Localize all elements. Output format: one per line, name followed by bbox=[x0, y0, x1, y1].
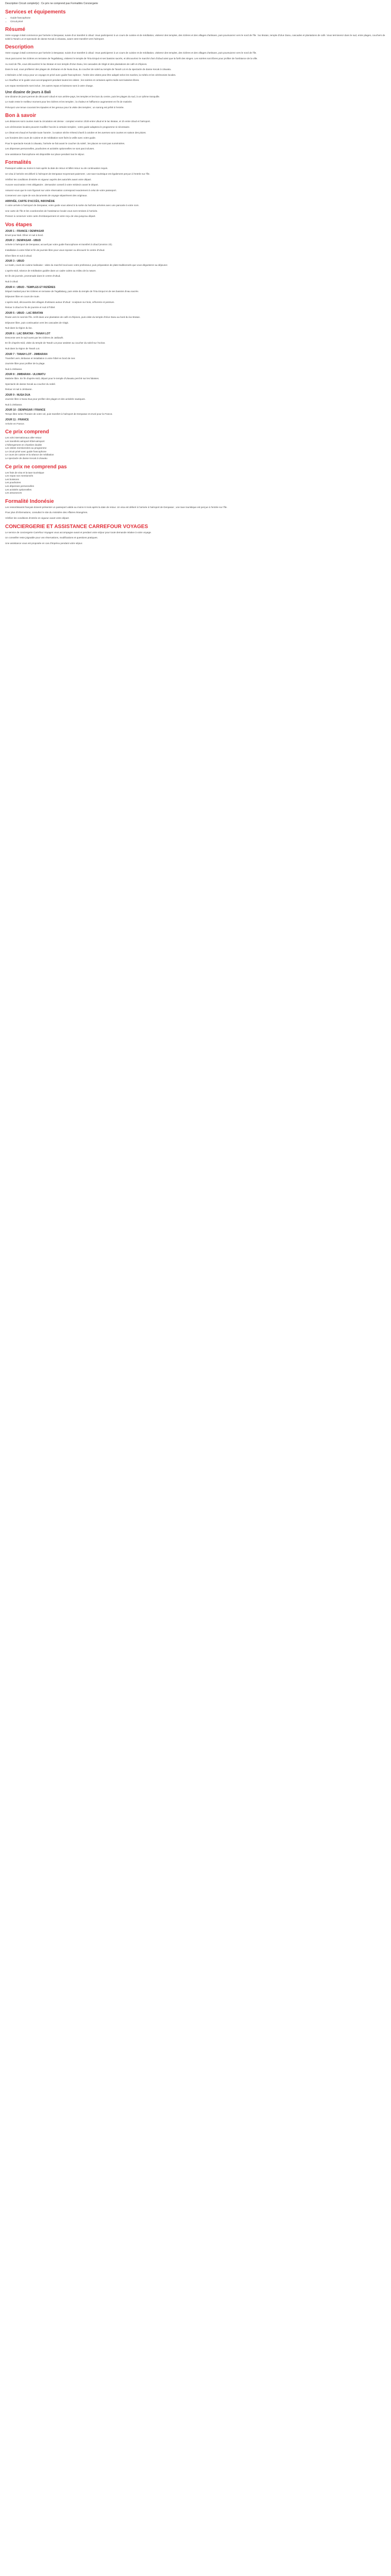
arrival-title: ARRIVÉE, CARTE D'ACCÈS, INDONÉSIE bbox=[5, 200, 55, 204]
bon-a-savoir-paragraph: Une assistance francophone est disponible sur place pendant tout le séjour. bbox=[5, 152, 85, 156]
resume-title: Résumé bbox=[5, 27, 25, 33]
list-item: Les dépenses personnelles bbox=[5, 484, 34, 487]
price-excludes-list bbox=[5, 471, 386, 495]
arrival-paragraph: À votre arrivée à l'aéroport de Denpasar, votre guide vous attend à la sortie du hall des arrivées avec une pancarte à votre nom. bbox=[5, 204, 139, 207]
formalites-paragraph: Un visa à l'arrivée est délivré à l'aéroport de Denpasar moyennant paiement ; une taxe touristique est également perçue à l'entrée sur l'île. bbox=[5, 173, 150, 176]
day-paragraph: Journée libre à Nusa Dua pour profiter des plages et des activités nautiques. bbox=[5, 398, 86, 401]
price-includes-list bbox=[5, 436, 386, 460]
day-paragraph: Route vers le nord de l'île. Arrêt dans une plantation de café et d'épices, puis visite du temple d'Ulun Danu au bord du lac Bratan. bbox=[5, 315, 141, 318]
day-paragraph: Nuit à Jimbaran. bbox=[5, 403, 23, 406]
day-paragraph: En fin de journée, promenade dans le centre d'Ubud. bbox=[5, 275, 61, 278]
day-paragraph: Matinée libre. En fin d'après-midi, départ pour le temple d'Uluwatu perché sur les falaises. bbox=[5, 377, 100, 380]
bon-a-savoir-paragraph: Les cérémonies locales peuvent modifier l'accès à certains temples ; votre guide adaptera le programme si nécessaire. bbox=[5, 125, 130, 128]
day-title: JOUR 8 : JIMBARAN - ULUWATU bbox=[5, 373, 45, 377]
description-title: Description bbox=[5, 44, 34, 50]
day-paragraph: Déjeuner libre, puis continuation vers les cascades de Gitgit. bbox=[5, 321, 69, 324]
day-paragraph: Nuit dans la région de Tanah Lot. bbox=[5, 347, 40, 350]
passport-paragraph: Conservez une copie de vos documents de voyage séparément des originaux. bbox=[5, 194, 88, 197]
day-paragraph: Journée libre pour profiter de la plage. bbox=[5, 362, 45, 365]
bali-days-paragraph: Une dizaine de jours permet de découvrir Ubud et son arrière-pays, les temples et les lacs du centre, puis les plages du sud, à un rythme tranquille. bbox=[5, 95, 160, 98]
day-paragraph: Nuit à Jimbaran. bbox=[5, 367, 23, 370]
list-item: Le circuit privé avec guide francophone bbox=[5, 450, 46, 453]
day-title: JOUR 5 : UBUD - LAC BRATAN bbox=[5, 311, 43, 315]
day-paragraph: Retour à Ubud en fin de journée et nuit à l'hôtel. bbox=[5, 306, 56, 309]
bon-a-savoir-title: Bon à savoir bbox=[5, 113, 37, 119]
day-title: JOUR 4 : UBUD - TEMPLES ET RIZIÈRES bbox=[5, 285, 56, 289]
conciergerie-title: CONCIERGERIE ET ASSISTANCE CARREFOUR VOYAGES bbox=[5, 523, 148, 530]
day-paragraph: Installation à votre hôtel et fin de journée libre pour vous reposer ou découvrir le centre d'Ubud. bbox=[5, 249, 105, 251]
day-paragraph: L'après-midi, découverte des villages d'artisans autour d'Ubud : sculpture sur bois, orfèvrerie et peinture. bbox=[5, 300, 115, 303]
intro-text: Description Circuit complet(e) : Ce prix ne comprend pas Formalités Conciergerie bbox=[5, 2, 99, 5]
formalites-title: Formalités bbox=[5, 160, 31, 166]
arrival-paragraph: Une carte de l'île et les coordonnées de l'assistance locale vous sont remises à l'arrivée. bbox=[5, 209, 98, 212]
formalite-paragraph: Les ressortissants français doivent présenter un passeport valide au moins 6 mois après la date de retour. Un visa est délivré à l'arrivée à l'aéroport de Denpasar ; une taxe touristique est perçue à l'entrée sur l'île. bbox=[5, 505, 227, 509]
formalites-paragraph: Aucune vaccination n'est obligatoire ; demandez conseil à votre médecin avant le départ. bbox=[5, 183, 99, 187]
arrival-paragraph: Pensez à conserver votre carte d'embarquement et votre reçu de visa jusqu'au départ. bbox=[5, 215, 96, 218]
day-title: JOUR 11 : FRANCE bbox=[5, 418, 29, 421]
list-item: Les frais de visa et la taxe touristique bbox=[5, 471, 44, 474]
bon-a-savoir-paragraph: Le climat est chaud et humide toute l'année ; la saison sèche s'étend d'avril à octobre et les averses sont courtes en saison des pluies. bbox=[5, 131, 146, 134]
day-paragraph: Départ matinal pour les rizières en terrasse de Tegallalang, puis visite du temple de Tirta Empul et de ses bassins d'eau sacrée. bbox=[5, 290, 139, 293]
bon-a-savoir-paragraph: Les horaires des cours de cuisine et de méditation sont fixés la veille avec votre guide. bbox=[5, 137, 96, 140]
conciergerie-paragraph: Une assistance vous est proposée en cas d'imprévu pendant votre séjour. bbox=[5, 541, 83, 545]
passport-paragraph: Assurez-vous que le nom figurant sur votre réservation correspond exactement à celui de votre passeport. bbox=[5, 189, 117, 192]
day-paragraph: Envol pour Bali. Dîner et nuit à bord. bbox=[5, 233, 44, 236]
price-excludes-title: Ce prix ne comprend pas bbox=[5, 464, 67, 470]
list-item: Le cours de cuisine et la séance de méditation bbox=[5, 453, 54, 456]
day-paragraph: Dîner libre et nuit à Ubud. bbox=[5, 254, 32, 257]
bali-days-title: Une dizaine de jours à Bali bbox=[5, 90, 51, 94]
list-item: • Circuit privé bbox=[10, 20, 386, 24]
list-item: Les transferts aéroport-hôtel-aéroport bbox=[5, 440, 45, 443]
day-paragraph: Déjeuner libre en cours de route. bbox=[5, 295, 40, 298]
list-item: Les activités optionnelles bbox=[5, 488, 32, 491]
list-item: Les boissons bbox=[5, 478, 19, 481]
description-paragraph: Le chauffeur et le guide vous accompagnent pendant toutes les visites ; les soirées et certaines après-midis sont laissées libres. bbox=[5, 79, 140, 82]
day-paragraph: Arrivée en France. bbox=[5, 422, 25, 425]
bon-a-savoir-paragraph: Pour le spectacle Kecak à Uluwatu, l'arrivée se fait avant le coucher du soleil ; les places ne sont pas numérotées. bbox=[5, 142, 125, 145]
description-paragraph: Au nord de l'île, vous découvrirez le lac Bratan et son temple d'Ulun Danu, les cascades de Gitgit et des plantations de café et d'épices. bbox=[5, 62, 148, 65]
conciergerie-paragraph: Le service de conciergerie Carrefour Voyages vous accompagne avant et pendant votre séjour pour toute demande relative à votre voyage. bbox=[5, 531, 152, 534]
description-paragraph: Les repas mentionnés sont inclus ; les autres repas et boissons sont à votre charge. bbox=[5, 84, 94, 87]
bali-days-paragraph: Prévoyez une tenue couvrant les épaules et les genoux pour la visite des temples ; un sarong est prêté à l'entrée. bbox=[5, 106, 124, 109]
description-paragraph: Vous parcourrez les rizières en terrasse de Tegallalang, visiterez le temple de Tirta Empul et ses bassins sacrés, et découvrirez le marché d'art d'Ubud ainsi que la forêt des singes. Les soirées sont libres pour profiter de l'ambiance de la ville. bbox=[5, 57, 258, 60]
list-item: Les pourboires bbox=[5, 481, 21, 484]
day-paragraph: Nuit dans la région du lac. bbox=[5, 327, 33, 330]
list-item: L'hébergement en chambre double bbox=[5, 443, 42, 446]
services-list bbox=[5, 16, 386, 23]
price-includes-title: Ce prix comprend bbox=[5, 429, 50, 435]
formalite-paragraph: Pour plus d'informations, consultez le site du ministère des Affaires étrangères. bbox=[5, 511, 88, 514]
day-paragraph: Transfert vers Jimbaran et installation à votre hôtel en bord de mer. bbox=[5, 357, 76, 360]
list-item: Les vols internationaux aller-retour bbox=[5, 436, 42, 439]
bon-a-savoir-paragraph: Les dépenses personnelles, pourboires et activités optionnelles ne sont pas incluses. bbox=[5, 147, 95, 150]
list-item: Les repas non mentionnés bbox=[5, 474, 34, 478]
day-title: JOUR 2 : DENPASAR - UBUD bbox=[5, 239, 41, 243]
day-paragraph: Retour et nuit à Jimbaran. bbox=[5, 388, 32, 391]
day-title: JOUR 9 : NUSA DUA bbox=[5, 394, 30, 397]
list-item: • Guide francophone bbox=[10, 16, 386, 20]
day-paragraph: L'après-midi, séance de méditation guidée dans un cadre calme au milieu de la nature. bbox=[5, 269, 96, 272]
day-paragraph: En fin d'après-midi, visite du temple de Tanah Lot pour assister au coucher du soleil sur l'océan. bbox=[5, 342, 106, 345]
day-paragraph: Nuit à Ubud. bbox=[5, 280, 19, 283]
list-item: Les visites mentionnées au programme bbox=[5, 447, 47, 450]
resume-paragraph: Votre voyage à Bali commence par l'arrivée à Denpasar, suivie d'un transfert à Ubud. Vous participerez à un cours de cuisine et de méditation, visiterez des temples, des rizières et des villages d'artisans, puis poursuivrez vers le nord de l'île : lac Bratan, temple d'Ulun Danu, cascades et plantations de café. Vous terminerez dans le sud, entre plages, couchers de soleil à Tanah Lot et spectacle de danse Kecak à Uluwatu, avant votre transfert vers l'aéroport. bbox=[5, 34, 385, 40]
day-title: JOUR 10 : DENPASAR / FRANCE bbox=[5, 409, 45, 412]
day-title: JOUR 6 : LAC BRATAN - TANAH LOT bbox=[5, 332, 51, 335]
day-paragraph: Descente vers le sud-ouest par les rizières de Jatiluwih. bbox=[5, 336, 64, 339]
formalites-paragraph: Passeport valide au moins 6 mois après la date de retour et billet retour ou de continuation requis. bbox=[5, 167, 108, 170]
day-paragraph: Temps libre selon l'horaire de votre vol, puis transfert à l'aéroport de Denpasar et envol pour la France. bbox=[5, 413, 113, 416]
formalite-indonesie-title: Formalité Indonésie bbox=[5, 498, 54, 504]
bon-a-savoir-paragraph: Les distances sont courtes mais la circulation est dense : comptez environ 1h30 entre Ubud et le lac Bratan, et 1h entre Ubud et l'aéroport. bbox=[5, 120, 151, 123]
page bbox=[0, 0, 391, 557]
list-item: Les assurances bbox=[5, 492, 22, 495]
day-paragraph: Le matin, cours de cuisine balinaise : visite du marché local avec votre professeur, puis préparation de plats traditionnels que vous dégusterez au déjeuner. bbox=[5, 264, 168, 267]
itinerary-title: Vos étapes bbox=[5, 222, 32, 228]
services-title: Services et équipements bbox=[5, 9, 66, 15]
day-title: JOUR 1 : FRANCE / DENPASAR bbox=[5, 229, 44, 233]
description-paragraph: Votre voyage à Bali commence par l'arrivée à Denpasar, suivie d'un transfert à Ubud. Vous participerez à un cours de cuisine et de méditation, visiterez des temples, des rizières et des villages d'artisans, puis poursuivrez vers le nord de l'île. bbox=[5, 52, 257, 55]
formalites-paragraph: Vérifiez les conditions d'entrée en vigueur auprès des autorités avant votre départ. bbox=[5, 178, 92, 181]
conciergerie-paragraph: Un conseiller reste joignable pour vos réservations, modifications et questions pratiques. bbox=[5, 536, 98, 539]
list-item: Le spectacle de danse Kecak à Uluwatu bbox=[5, 457, 47, 460]
description-paragraph: Dans le sud, vous profiterez des plages de Jimbaran et de Nusa Dua, du coucher de soleil au temple de Tanah Lot et du spectacle de danse Kecak à Uluwatu. bbox=[5, 68, 172, 71]
footer-note: Vérifiez les conditions d'entrée en vigueur avant votre départ. bbox=[5, 516, 70, 519]
description-paragraph: L'itinéraire a été conçu pour un voyage en privé avec guide francophone ; l'ordre des visites peut être adapté selon les marées, la météo et les cérémonies locales. bbox=[5, 73, 176, 76]
day-title: JOUR 3 : UBUD bbox=[5, 260, 24, 263]
day-paragraph: Spectacle de danse Kecak au coucher du soleil. bbox=[5, 382, 56, 385]
day-title: JOUR 7 : TANAH LOT - JIMBARAN bbox=[5, 352, 47, 356]
day-paragraph: Arrivée à l'aéroport de Denpasar, accueil par votre guide francophone et transfert à Ubud (environ 1h). bbox=[5, 243, 112, 246]
bali-days-paragraph: Le matin reste le meilleur moment pour les rizières et les temples ; la chaleur et l'affluence augmentent en fin de matinée. bbox=[5, 100, 133, 104]
